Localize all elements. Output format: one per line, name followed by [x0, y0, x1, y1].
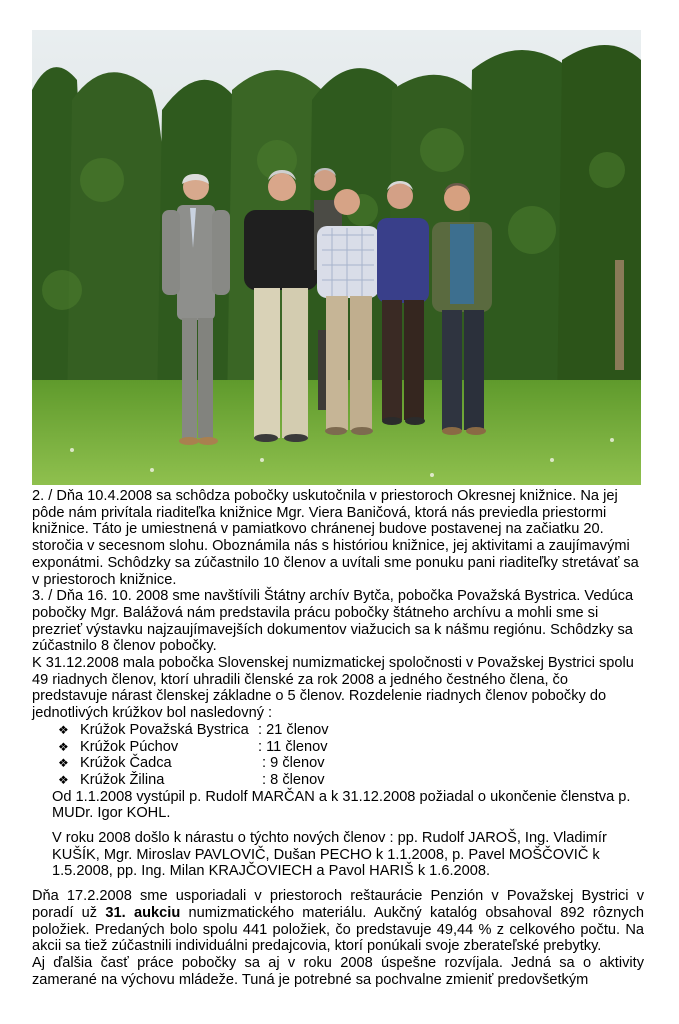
paragraph-new-members: V roku 2008 došlo k nárastu o týchto nových členov : pp. Rudolf JAROŠ, Ing. Vladimír KUŠÍK, Mgr. Miroslav PAVLOVIČ, Dušan PECHO k 1.1.2008, p. Pavel MOŠČOVIČ k 1.5.2008, pp. Ing. Milan KRAJČOVIECH a Pavol HARIŠ k 1.6.2008.: [52, 830, 607, 880]
club-name: Krúžok Púchov: [80, 738, 179, 755]
auction-text-start: Dňa 17.2.2008 sme usporiadali v priestoroch reštaurácie Penzión v Považskej Bystrici v poradí už: [32, 888, 644, 921]
auction-number: 31. aukciu: [105, 904, 181, 921]
club-count: : 8 členov: [258, 771, 325, 788]
club-list: [32, 722, 644, 789]
article-text: [32, 488, 644, 988]
club-name: Krúžok Žilina: [80, 771, 165, 788]
diamond-bullet-icon: ❖: [58, 756, 69, 771]
group-photo: [32, 30, 641, 485]
paragraph-membership-end: Od 1.1.2008 vystúpil p. Rudolf MARČAN a k 31.12.2008 požiadal o ukončenie členstva p. MUDr. Igor KOHL.: [52, 788, 631, 822]
club-count: : 21 členov: [258, 721, 329, 738]
list-item: [32, 772, 644, 789]
club-count: : 11 členov: [258, 738, 328, 755]
paragraph-library-visit: 2. / Dňa 10.4.2008 sa schôdza pobočky uskutočnila v priestoroch Okresnej knižnice. Na jej pôde nám privítala riaditeľka knižnice Mgr. Viera Baničová, ktorá nás previedla priestormi knižnice. Táto je umiestnená v pamiatkovo chránenej budove postavenej na začiatku 20. storočia v secesnom slohu. Oboznámila nás s históriou knižnice, jej aktivitami a zaujímavými exponátmi. Schôdzky sa zúčastnilo 10 členov a uvítali sme ponuku pani riaditeľky stretávať sa v priestoroch knižnice.: [32, 488, 639, 588]
diamond-bullet-icon: ❖: [58, 739, 69, 754]
list-item: [32, 722, 644, 739]
paragraph-archive-visit: 3. / Dňa 16. 10. 2008 sme navštívili Štátny archív Bytča, pobočka Považská Bystrica. Vedúca pobočky Mgr. Balážová nám predstavila prácu pobočky štátneho archívu a mohli sme si prezrieť výstavku najzaujímavejších dokumentov viažucich sa k nášmu regiónu. Schôdzky sa zúčastnilo 8 členov pobočky.: [32, 588, 634, 655]
club-name: Krúžok Považská Bystrica: [80, 721, 249, 738]
club-name: Krúžok Čadca: [80, 755, 172, 772]
auction-text-end: numizmatického materiálu. Aukčný katalóg obsahoval 892 rôznych položiek. Predaných bolo spolu 441 položiek, čo predstavuje 49,44 % z celkového počtu. Na akcii sa tiež zúčastnili individuálni predajcovia, ktorí ponúkali svoje zberateľské prebytky.: [32, 904, 644, 955]
paragraph-youth: Aj ďalšia časť práce pobočky sa aj v roku 2008 úspešne rozvíjala. Jedná sa o aktivity zamerané na výchovu mládeže. Tuná je potrebné sa pochvalne zmieniť predovšetkým: [32, 954, 644, 988]
list-item: [32, 755, 644, 772]
list-item: [32, 739, 644, 756]
club-count: : 9 členov: [258, 755, 325, 772]
paragraph-membership: K 31.12.2008 mala pobočka Slovenskej numizmatickej spoločnosti v Považskej Bystrici spolu 49 riadnych členov, ktorí uhradili členské za rok 2008 a jedného čestného člena, čo predstavuje nárast členskej základne o 5 členov. Rozdelenie riadnych členov pobočky do jednotlivých krúžkov bol nasledovný :: [32, 655, 634, 722]
diamond-bullet-icon: ❖: [58, 772, 69, 787]
paragraph-auction: [32, 888, 644, 955]
diamond-bullet-icon: ❖: [58, 722, 69, 737]
